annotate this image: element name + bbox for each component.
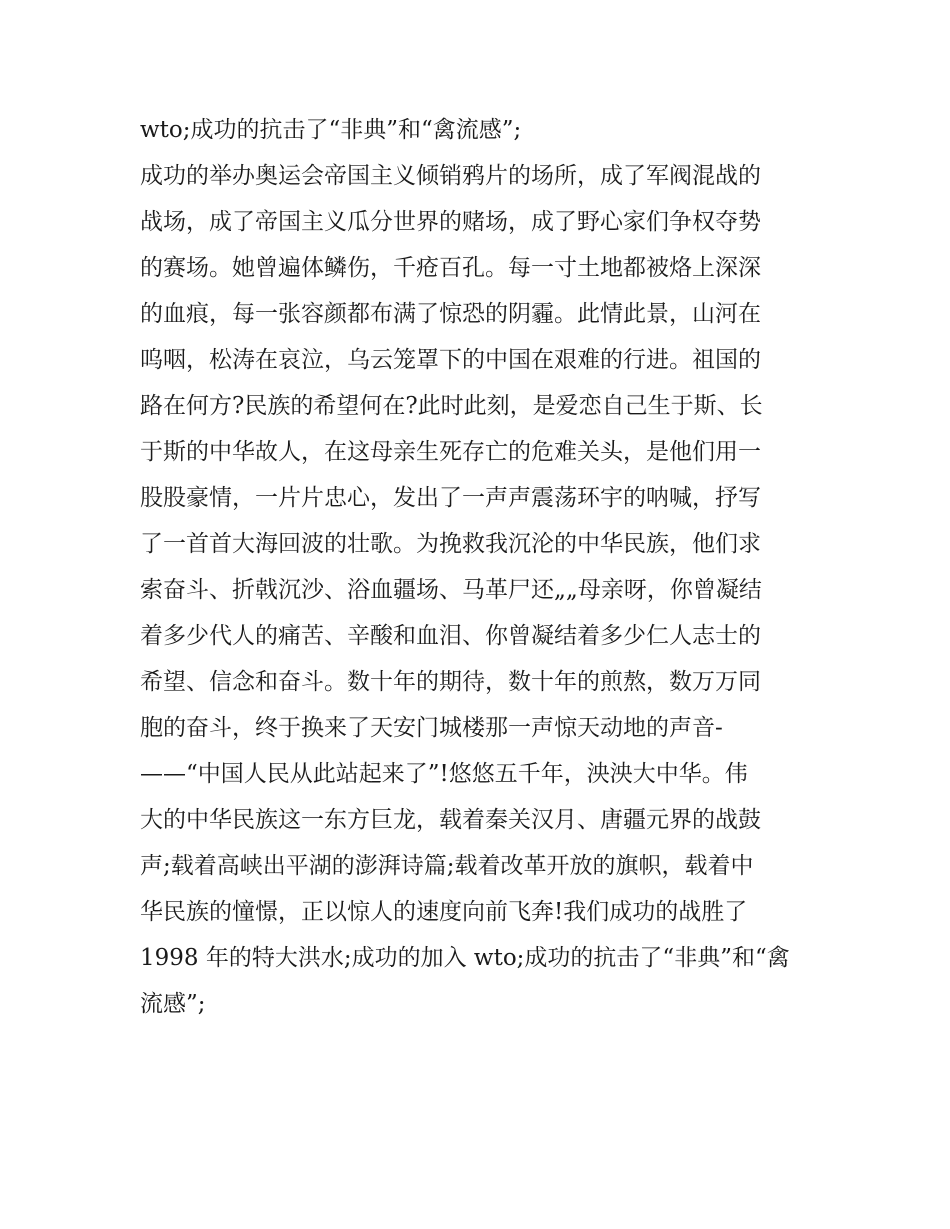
text-line: 战场，成了帝国主义瓜分世界的赌场，成了野心家们争权夺势 — [140, 209, 761, 235]
text-line: 着多少代人的痛苦、辛酸和血泪、你曾凝结着多少仁人志士的 — [140, 623, 761, 649]
text-line: ——“中国人民从此站起来了”!悠悠五千年，泱泱大中华。伟 — [140, 761, 748, 787]
text-line: 1998 年的特大洪水;成功的加入 wto;成功的抗击了“非典”和“禽 — [140, 945, 790, 971]
text-line: 希望、信念和奋斗。数十年的期待，数十年的煎熬，数万万同 — [140, 669, 761, 695]
body-text — [140, 107, 830, 1027]
text-line: 成功的举办奥运会帝国主义倾销鸦片的场所，成了军阀混战的 — [140, 163, 761, 189]
text-line: 的血痕，每一张容颜都布满了惊恐的阴霾。此情此景，山河在 — [140, 301, 761, 327]
text-line: 呜咽，松涛在哀泣，乌云笼罩下的中国在艰难的行进。祖国的 — [140, 347, 761, 373]
text-line: 路在何方?民族的希望何在?此时此刻，是爱恋自己生于斯、长 — [140, 393, 763, 419]
text-line: 了一首首大海回波的壮歌。为挽救我沉沦的中华民族，他们求 — [140, 531, 761, 557]
text-line: 华民族的憧憬，正以惊人的速度向前飞奔!我们成功的战胜了 — [140, 899, 748, 925]
text-line: 索奋斗、折戟沉沙、浴血疆场、马革尸还„„母亲呀，你曾凝结 — [140, 577, 762, 603]
text-line: 的赛场。她曾遍体鳞伤，千疮百孔。每一寸土地都被烙上深深 — [140, 255, 761, 281]
text-line: 大的中华民族这一东方巨龙，载着秦关汉月、唐疆元界的战鼓 — [140, 807, 761, 833]
text-line: 声;载着高峡出平湖的澎湃诗篇;载着改革开放的旗帜，载着中 — [140, 853, 754, 879]
text-line: wto;成功的抗击了“非典”和“禽流感”; — [140, 117, 522, 143]
text-line: 流感”; — [140, 991, 206, 1017]
text-line: 股股豪情，一片片忠心，发出了一声声震荡环宇的呐喊，抒写 — [140, 485, 761, 511]
text-line: 胞的奋斗，终于换来了天安门城楼那一声惊天动地的声音- — [140, 715, 723, 741]
text-line: 于斯的中华故人，在这母亲生死存亡的危难关头，是他们用一 — [140, 439, 761, 465]
